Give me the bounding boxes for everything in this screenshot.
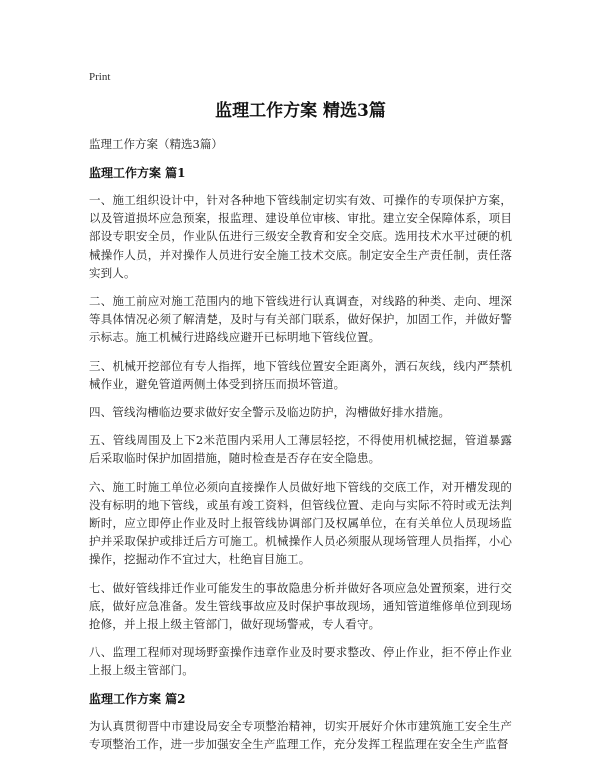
paragraph: 二、施工前应对施工范围内的地下管线进行认真调查，对线路的种类、走向、埋深等具体情况必须了解清楚，及时与有关部门联系，做好保护，加固工作，并做好警示标志。施工机械行进路线应避开已标明地下管线位置。: [89, 294, 512, 345]
print-label[interactable]: Print: [89, 71, 111, 83]
section-heading-1: 监理工作方案 篇1: [89, 166, 186, 180]
document-body: [89, 99, 512, 753]
document-title: 监理工作方案 精选3篇: [215, 101, 386, 121]
paragraph: 六、施工时施工单位必须向直接操作人员做好地下管线的交底工作，对开槽发现的没有标明的地下管线，或虽有竣工资料，但管线位置、走向与实际不符时或无法判断时，应立即停止作业及时上报管线协调部门及权属单位，在有关单位人员现场监护并采取保护或排迁后方可施工。机械操作人员必须服从现场管理人员指挥，小心操作，挖掘动作不宜过大，杜绝盲目施工。: [89, 479, 512, 567]
section-heading-2: 监理工作方案 篇2: [89, 691, 186, 706]
paragraph: 一、施工组织设计中，针对各种地下管线制定切实有效、可操作的专项保护方案，以及管道损坏应急预案，报监理、建设单位审核、审批。建立安全保障体系，项目部设专职安全员，作业队伍进行三级安全教育和安全交底。选用技术水平过硬的机械操作人员，并对操作人员进行安全施工技术交底。制定安全生产责任制，责任落实到人。: [89, 193, 512, 280]
paragraph: 三、机械开挖部位有专人指挥，地下管线位置安全距离外，洒石灰线，线内严禁机械作业，避免管道两侧土体受到挤压而损坏管道。: [89, 358, 512, 391]
paragraph: 七、做好管线排迁作业可能发生的事故隐患分析并做好各项应急处置预案，进行交底，做好应急准备。发生管线事故应及时保护事故现场，通知管道维修单位到现场抢修，并上报上级主管部门，做好现场警戒，专人看守。: [89, 580, 512, 632]
paragraph: 四、管线沟槽临边要求做好安全警示及临边防护，沟槽做好排水措施。: [89, 405, 451, 420]
document-subtitle: 监理工作方案（精选3篇）: [89, 137, 223, 151]
paragraph: 八、监理工程师对现场野蛮操作违章作业及时要求整改、停止作业，拒不停止作业上报上级主管部门。: [89, 645, 512, 678]
paragraph: 为认真贯彻晋中市建设局安全专项整治精神，切实开展好介休市建筑施工安全生产专项整治工作，进一步加强安全生产监理工作，充分发挥工程监理在安全生产监督: [89, 718, 512, 751]
paragraph: 五、管线周围及上下2米范围内采用人工薄层轻挖，不得使用机械挖掘，管道暴露后采取临时保护加固措施，随时检查是否存在安全隐患。: [89, 433, 512, 466]
